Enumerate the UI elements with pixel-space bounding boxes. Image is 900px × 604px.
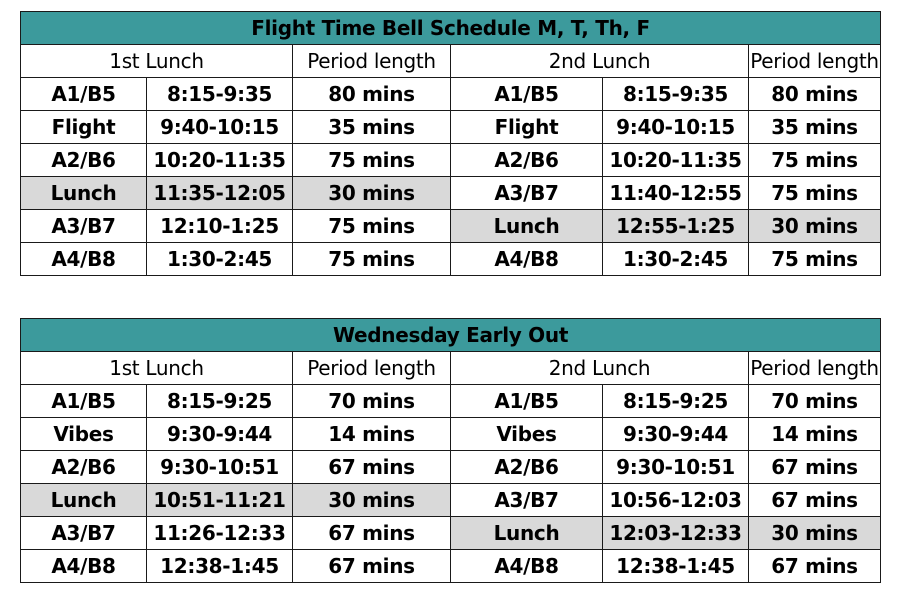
table-row — [21, 177, 881, 210]
length-cell: 14 mins — [749, 418, 881, 451]
length-cell: 35 mins — [749, 111, 881, 144]
period-cell: A2/B6 — [451, 451, 603, 484]
length-cell: 75 mins — [293, 210, 451, 243]
length-cell: 67 mins — [293, 517, 451, 550]
time-cell: 12:38-1:45 — [147, 550, 293, 583]
length-cell: 67 mins — [749, 550, 881, 583]
period-cell: Lunch — [451, 210, 603, 243]
schedule-title: Flight Time Bell Schedule M, T, Th, F — [21, 12, 881, 45]
length-cell: 14 mins — [293, 418, 451, 451]
period-cell: Lunch — [451, 517, 603, 550]
length-cell: 75 mins — [749, 144, 881, 177]
period-cell: A4/B8 — [21, 243, 147, 276]
header-1st-lunch: 1st Lunch — [21, 352, 293, 385]
table-row — [21, 111, 881, 144]
time-cell: 11:26-12:33 — [147, 517, 293, 550]
time-cell: 11:40-12:55 — [603, 177, 749, 210]
header-period-length-2: Period length — [749, 45, 881, 78]
table-row — [21, 484, 881, 517]
table-row — [21, 517, 881, 550]
period-cell: A2/B6 — [451, 144, 603, 177]
time-cell: 10:20-11:35 — [147, 144, 293, 177]
time-cell: 1:30-2:45 — [603, 243, 749, 276]
period-cell: Flight — [451, 111, 603, 144]
table-row — [21, 210, 881, 243]
length-cell: 70 mins — [749, 385, 881, 418]
length-cell: 75 mins — [293, 144, 451, 177]
period-cell: A4/B8 — [451, 243, 603, 276]
length-cell: 67 mins — [749, 451, 881, 484]
length-cell: 67 mins — [293, 451, 451, 484]
period-cell: A2/B6 — [21, 451, 147, 484]
length-cell: 80 mins — [749, 78, 881, 111]
time-cell: 9:40-10:15 — [147, 111, 293, 144]
period-cell: A3/B7 — [451, 177, 603, 210]
header-period-length-1: Period length — [293, 352, 451, 385]
title-row — [21, 319, 881, 352]
period-cell: A4/B8 — [21, 550, 147, 583]
time-cell: 9:30-10:51 — [147, 451, 293, 484]
length-cell: 75 mins — [749, 177, 881, 210]
schedule-table-regular — [20, 11, 881, 276]
time-cell: 8:15-9:25 — [147, 385, 293, 418]
period-cell: A2/B6 — [21, 144, 147, 177]
header-period-length-2: Period length — [749, 352, 881, 385]
table-row — [21, 418, 881, 451]
period-cell: A3/B7 — [21, 517, 147, 550]
time-cell: 8:15-9:35 — [147, 78, 293, 111]
schedule-table-wednesday — [20, 318, 881, 583]
time-cell: 11:35-12:05 — [147, 177, 293, 210]
length-cell: 67 mins — [749, 484, 881, 517]
period-cell: Flight — [21, 111, 147, 144]
period-cell: A4/B8 — [451, 550, 603, 583]
header-1st-lunch: 1st Lunch — [21, 45, 293, 78]
header-2nd-lunch: 2nd Lunch — [451, 45, 749, 78]
length-cell: 80 mins — [293, 78, 451, 111]
period-cell: Lunch — [21, 177, 147, 210]
time-cell: 12:03-12:33 — [603, 517, 749, 550]
length-cell: 35 mins — [293, 111, 451, 144]
period-cell: Lunch — [21, 484, 147, 517]
time-cell: 12:38-1:45 — [603, 550, 749, 583]
length-cell: 75 mins — [749, 243, 881, 276]
time-cell: 12:10-1:25 — [147, 210, 293, 243]
header-row — [21, 352, 881, 385]
time-cell: 9:30-10:51 — [603, 451, 749, 484]
table-row — [21, 385, 881, 418]
time-cell: 10:56-12:03 — [603, 484, 749, 517]
time-cell: 10:20-11:35 — [603, 144, 749, 177]
period-cell: A1/B5 — [451, 78, 603, 111]
table-row — [21, 144, 881, 177]
header-row — [21, 45, 881, 78]
time-cell: 9:30-9:44 — [603, 418, 749, 451]
period-cell: A1/B5 — [21, 385, 147, 418]
time-cell: 8:15-9:25 — [603, 385, 749, 418]
length-cell: 70 mins — [293, 385, 451, 418]
header-period-length-1: Period length — [293, 45, 451, 78]
period-cell: A1/B5 — [21, 78, 147, 111]
header-2nd-lunch: 2nd Lunch — [451, 352, 749, 385]
period-cell: A3/B7 — [451, 484, 603, 517]
time-cell: 12:55-1:25 — [603, 210, 749, 243]
length-cell: 30 mins — [293, 484, 451, 517]
schedule-title: Wednesday Early Out — [21, 319, 881, 352]
table-row — [21, 243, 881, 276]
table-row — [21, 451, 881, 484]
table-row — [21, 78, 881, 111]
length-cell: 30 mins — [293, 177, 451, 210]
table-row — [21, 550, 881, 583]
time-cell: 8:15-9:35 — [603, 78, 749, 111]
title-row — [21, 12, 881, 45]
time-cell: 10:51-11:21 — [147, 484, 293, 517]
time-cell: 9:40-10:15 — [603, 111, 749, 144]
length-cell: 30 mins — [749, 517, 881, 550]
period-cell: Vibes — [451, 418, 603, 451]
time-cell: 9:30-9:44 — [147, 418, 293, 451]
time-cell: 1:30-2:45 — [147, 243, 293, 276]
length-cell: 67 mins — [293, 550, 451, 583]
length-cell: 75 mins — [293, 243, 451, 276]
period-cell: A1/B5 — [451, 385, 603, 418]
period-cell: Vibes — [21, 418, 147, 451]
period-cell: A3/B7 — [21, 210, 147, 243]
length-cell: 30 mins — [749, 210, 881, 243]
